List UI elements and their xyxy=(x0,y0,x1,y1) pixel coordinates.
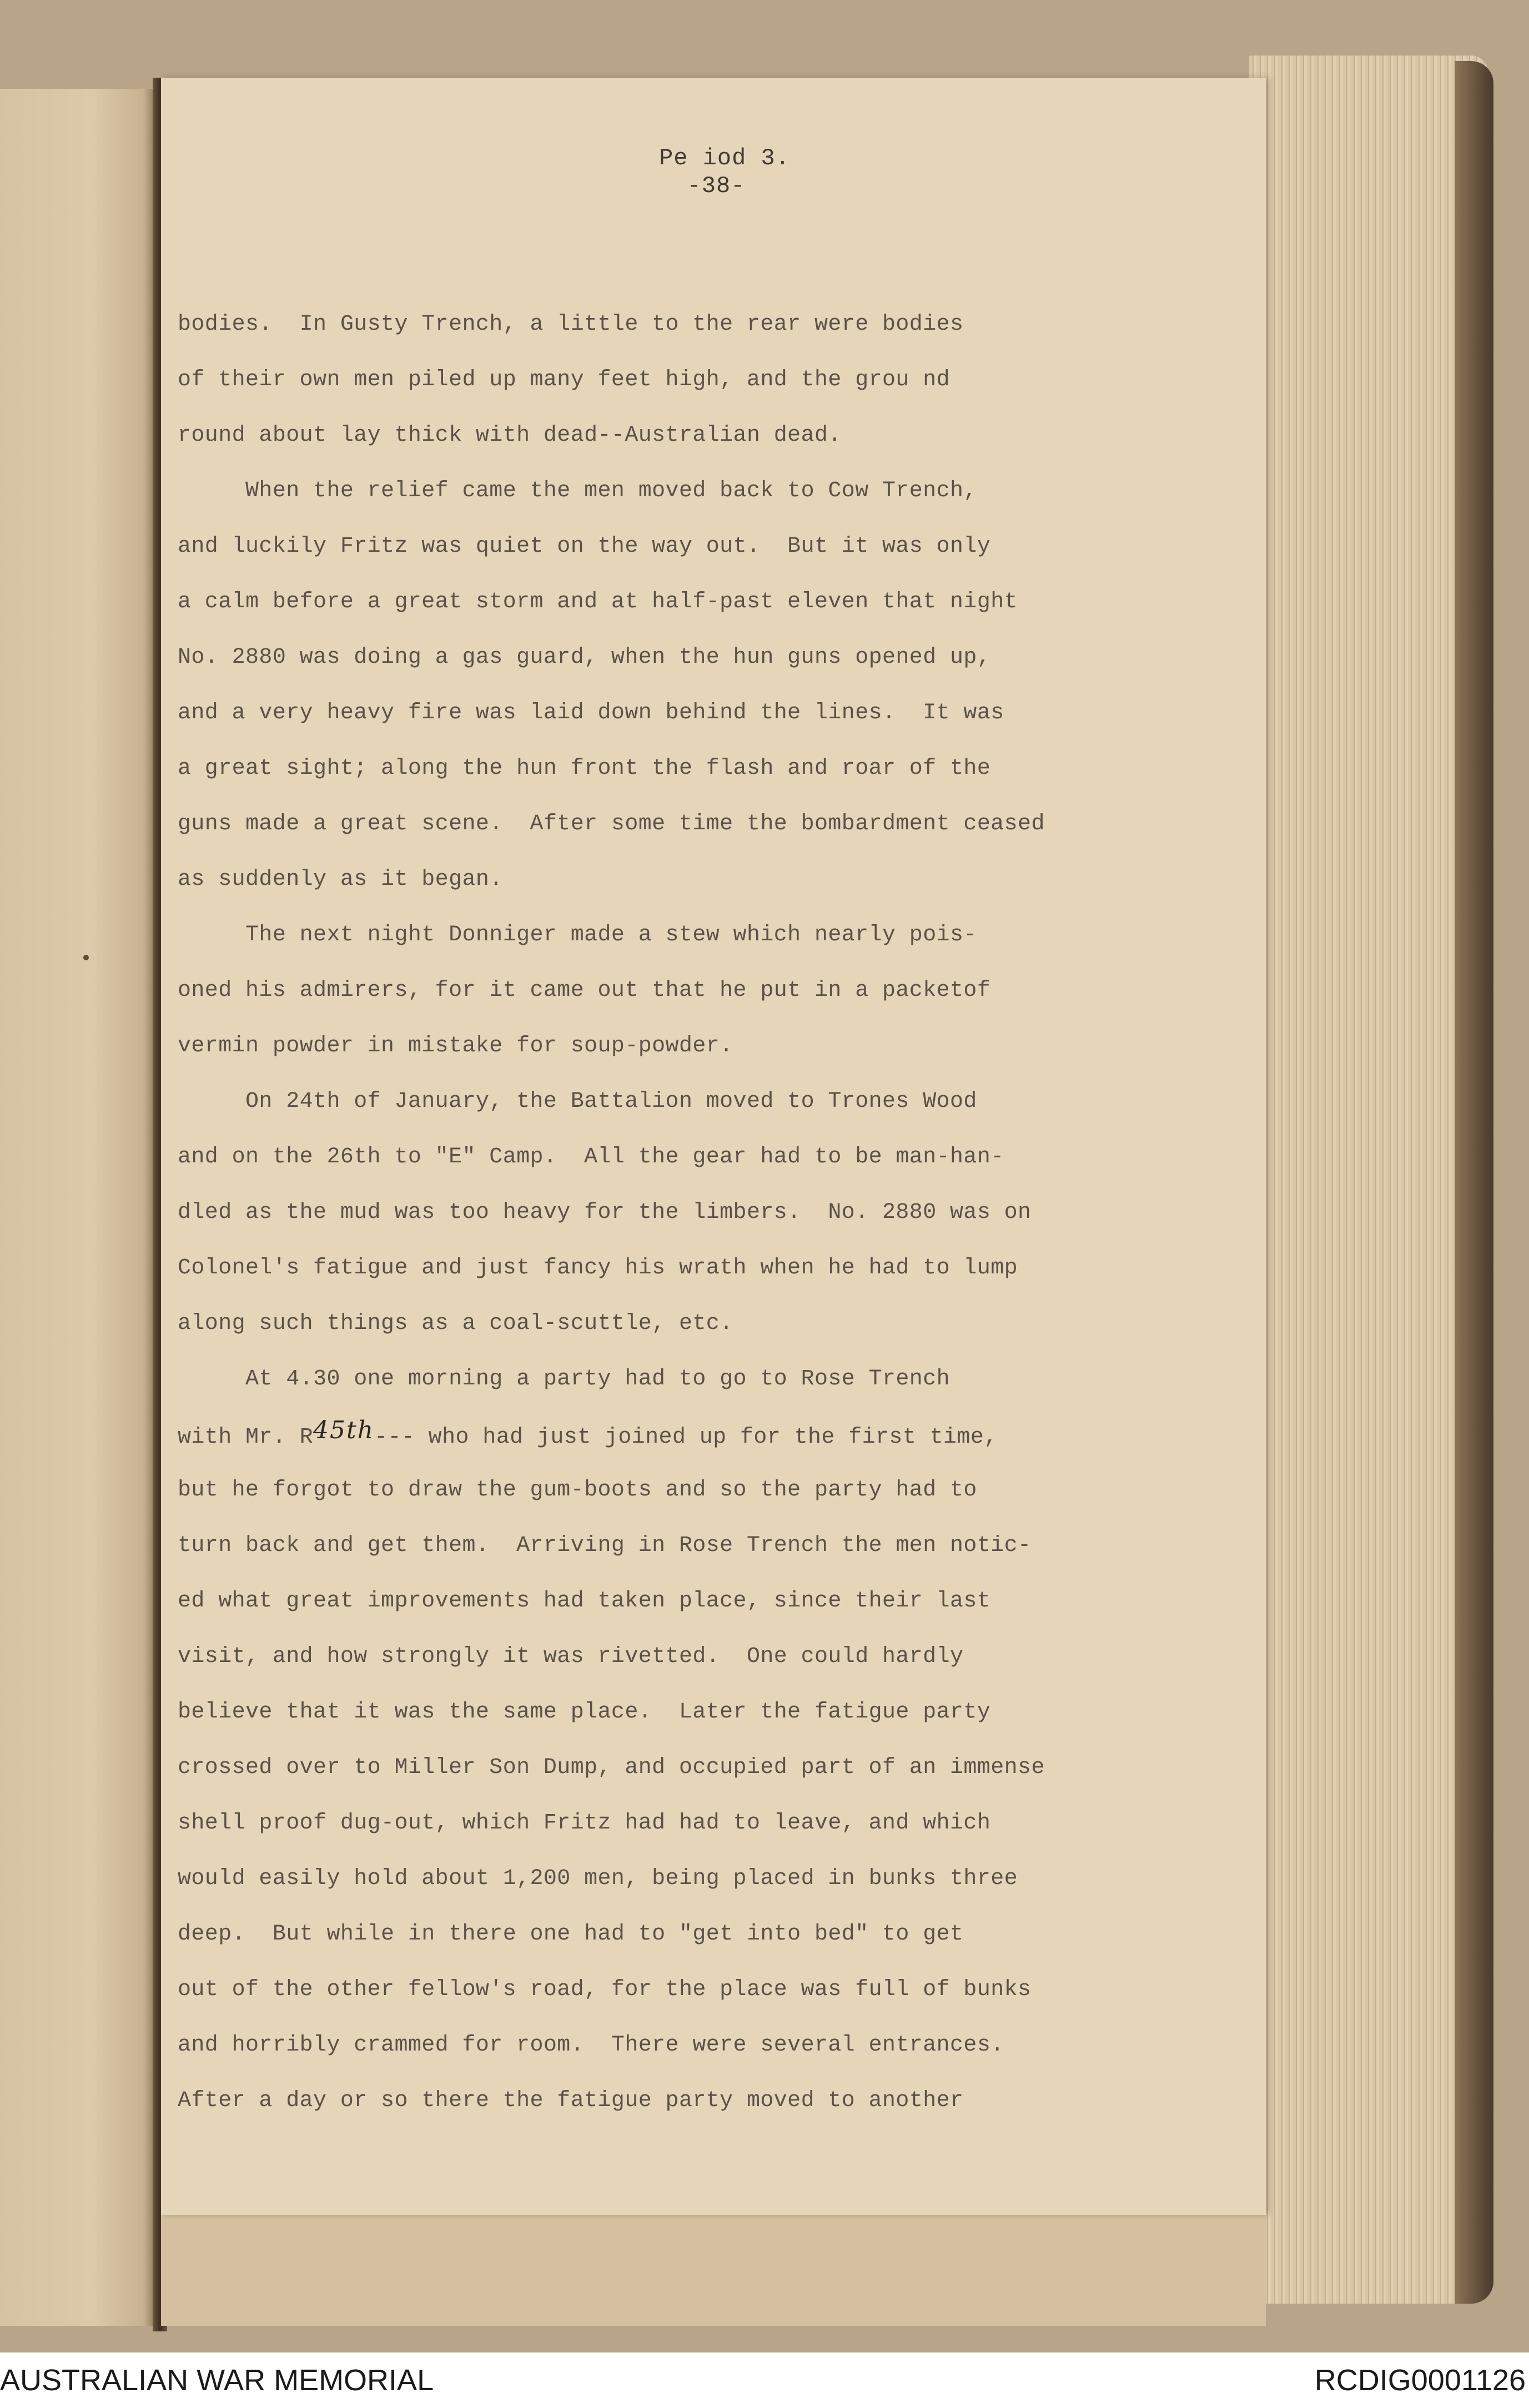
caption-bar xyxy=(0,2352,1529,2408)
page-mark xyxy=(83,955,89,960)
text-line: as suddenly as it began. xyxy=(178,867,503,892)
text-line: crossed over to Miller Son Dump, and occupied part of an immense xyxy=(178,1755,1045,1780)
text-line: a calm before a great storm and at half-past eleven that night xyxy=(178,590,1018,614)
text-line: turn back and get them. Arriving in Rose Trench the men notic- xyxy=(178,1533,1032,1558)
text-line: dled as the mud was too heavy for the limbers. No. 2880 was on xyxy=(178,1200,1032,1225)
book-page-edges xyxy=(1249,56,1488,2304)
typed-page xyxy=(161,78,1266,2215)
text-line: oned his admirers, for it came out that he put in a packetof xyxy=(178,978,991,1003)
text-line-handwritten-insert xyxy=(178,1407,1266,1463)
page-body-text xyxy=(178,297,1266,2129)
left-page xyxy=(0,89,155,2326)
text-line: Colonel's fatigue and just fancy his wrath when he had to lump xyxy=(178,1256,1018,1281)
period-heading: Pe iod 3. xyxy=(659,145,790,172)
text-line: a great sight; along the hun front the flash and roar of the xyxy=(178,756,991,781)
text-line: At 4.30 one morning a party had to go to Rose Trench xyxy=(178,1367,950,1392)
text-line: and on the 26th to "E" Camp. All the gear had to be man-han- xyxy=(178,1145,1004,1170)
text-line: guns made a great scene. After some time the bombardment ceased xyxy=(178,812,1045,837)
text-line: After a day or so there the fatigue party moved to another xyxy=(178,2088,964,2113)
text-line: out of the other fellow's road, for the place was full of bunks xyxy=(178,1977,1032,2002)
text-line: would easily hold about 1,200 men, being placed in bunks three xyxy=(178,1866,1018,1891)
text-line: ed what great improvements had taken place, since their last xyxy=(178,1589,991,1614)
text-line: bodies. In Gusty Trench, a little to the rear were bodies xyxy=(178,312,964,337)
text-line: of their own men piled up many feet high, and the grou nd xyxy=(178,367,950,392)
text-line: and a very heavy fire was laid down behind the lines. It was xyxy=(178,701,1004,726)
institution-name: AUSTRALIAN WAR MEMORIAL xyxy=(0,2364,434,2397)
handwritten-annotation: 45th xyxy=(313,1416,375,1444)
text-line: but he forgot to draw the gum-boots and so the party had to xyxy=(178,1478,977,1503)
text-line: and luckily Fritz was quiet on the way out. But it was only xyxy=(178,534,991,559)
text-line: On 24th of January, the Battalion moved to Trones Wood xyxy=(178,1089,977,1114)
underlying-page xyxy=(161,2215,1266,2326)
text-line: The next night Donniger made a stew which nearly pois- xyxy=(178,923,977,948)
text-line: along such things as a coal-scuttle, etc. xyxy=(178,1311,733,1336)
text-line: visit, and how strongly it was rivetted. One could hardly xyxy=(178,1644,964,1669)
page-header xyxy=(161,144,1266,200)
text-line: shell proof dug-out, which Fritz had had to leave, and which xyxy=(178,1811,991,1836)
text-line: round about lay thick with dead--Australian dead. xyxy=(178,423,842,448)
text-line: vermin powder in mistake for soup-powder. xyxy=(178,1034,733,1059)
text-line: No. 2880 was doing a gas guard, when the hun guns opened up, xyxy=(178,645,991,670)
record-reference: RCDIG0001126 xyxy=(1314,2364,1526,2397)
book-fore-edge-shadow xyxy=(1455,61,1493,2304)
page-number: -38- xyxy=(687,173,746,199)
text-line: deep. But while in there one had to "get into bed" to get xyxy=(178,1922,964,1947)
text-line: and horribly crammed for room. There were several entrances. xyxy=(178,2033,1004,2058)
text-line: believe that it was the same place. Later the fatigue party xyxy=(178,1700,991,1725)
line-prefix: with Mr. R xyxy=(178,1425,314,1450)
line-suffix: --- who had just joined up for the first time, xyxy=(374,1425,998,1450)
text-line: When the relief came the men moved back to Cow Trench, xyxy=(178,478,977,503)
